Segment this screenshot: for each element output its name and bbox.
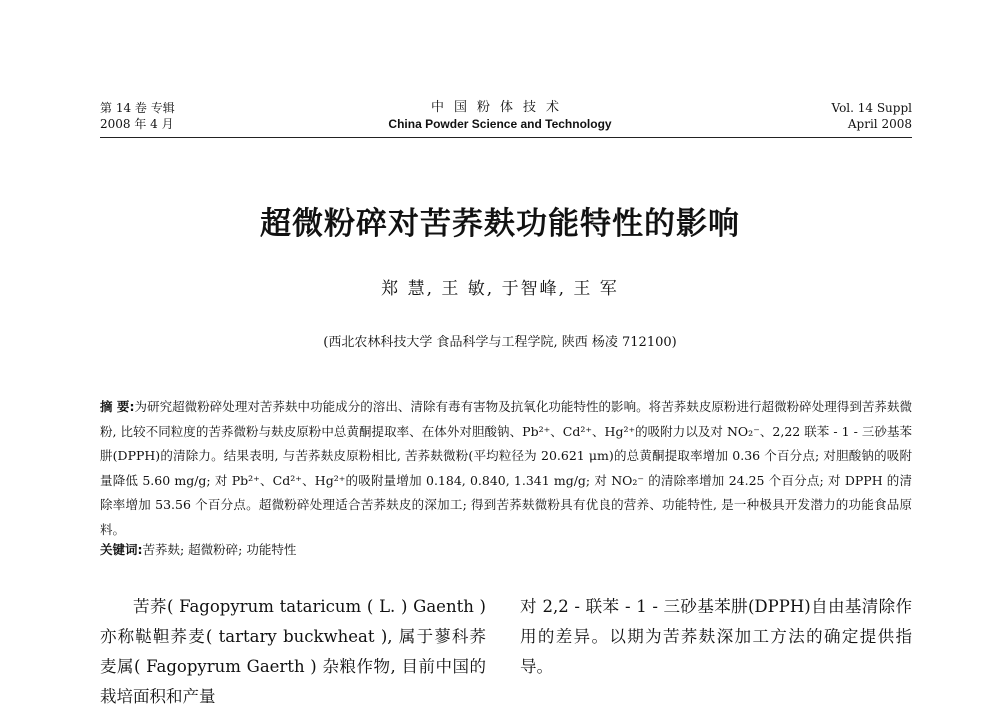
journal-volume-info-en xyxy=(832,100,913,132)
header-divider xyxy=(100,137,912,138)
paper-authors: 郑 慧, 王 敏, 于智峰, 王 军 xyxy=(381,279,619,299)
abstract-label: 摘 要: xyxy=(100,399,135,414)
keywords-text: 苦荞麸; 超微粉碎; 功能特性 xyxy=(142,542,297,557)
abstract-text: 为研究超微粉碎处理对苦荞麸中功能成分的溶出、清除有毒有害物及抗氧化功能特性的影响。将苦荞麸皮原粉进行超微粉碎处理得到苦荞麸微粉, 比较不同粒度的苦荞微粉与麸皮原粉中总黄酮提取率、在体外对胆酸钠、Pb²⁺、Cd²⁺、Hg²⁺的吸附力以及对 NO₂⁻、2,22 联苯 - 1 - 三砂基苯肼(DPPH)的清除力。结果表明, 与苦荞麸皮原粉相比, 苦荞麸微粉(平均粒径为 20.621 μm)的总黄酮提取率增加 0.36 个百分点; 对胆酸钠的吸附量降低 5.60 mg/g; 对 Pb²⁺、Cd²⁺、Hg²⁺的吸附量增加 0.184, 0.840, 1.341 mg/g; 对 NO₂⁻ 的清除率增加 24.25 个百分点; 对 DPPH 的清除率增加 53.56 个百分点。超微粉碎处理适合苦荞麸皮的深加工; 得到苦荞麸微粉具有优良的营养、功能特性, 是一种极具开发潜力的功能食品原料。 xyxy=(100,399,912,537)
keywords-label: 关键词: xyxy=(100,542,143,557)
volume-label-en: Vol. 14 Suppl xyxy=(831,101,912,115)
abstract xyxy=(100,395,912,542)
body-right-column: 对 2,2 - 联苯 - 1 - 三砂基苯肼(DPPH)自由基清除作用的差异。以期为苦荞麸深加工方法的确定提供指导。 xyxy=(520,597,912,676)
date-label: 2008 年 4 月 xyxy=(100,117,174,131)
journal-name-cn: 中国粉体技术 xyxy=(430,100,569,115)
journal-name-en: China Powder Science and Technology xyxy=(388,117,612,131)
volume-label: 第 14 卷 专辑 xyxy=(100,101,175,115)
paper-title: 超微粉碎对苦荞麸功能特性的影响 xyxy=(260,206,740,242)
keywords xyxy=(100,540,296,558)
date-label-en: April 2008 xyxy=(847,117,912,131)
body-left-column: 苦荞( Fagopyrum tataricum ( L. ) Gaenth ) 亦称鞑靼荞麦( tartary buckwheat ), 属于蓼科荞麦属( Fagopyrum Gaerth ) 杂粮作物, 目前中国的栽培面积和产量 xyxy=(100,597,486,706)
paper-affiliation: (西北农林科技大学 食品科学与工程学院, 陕西 杨凌 712100) xyxy=(323,335,677,350)
